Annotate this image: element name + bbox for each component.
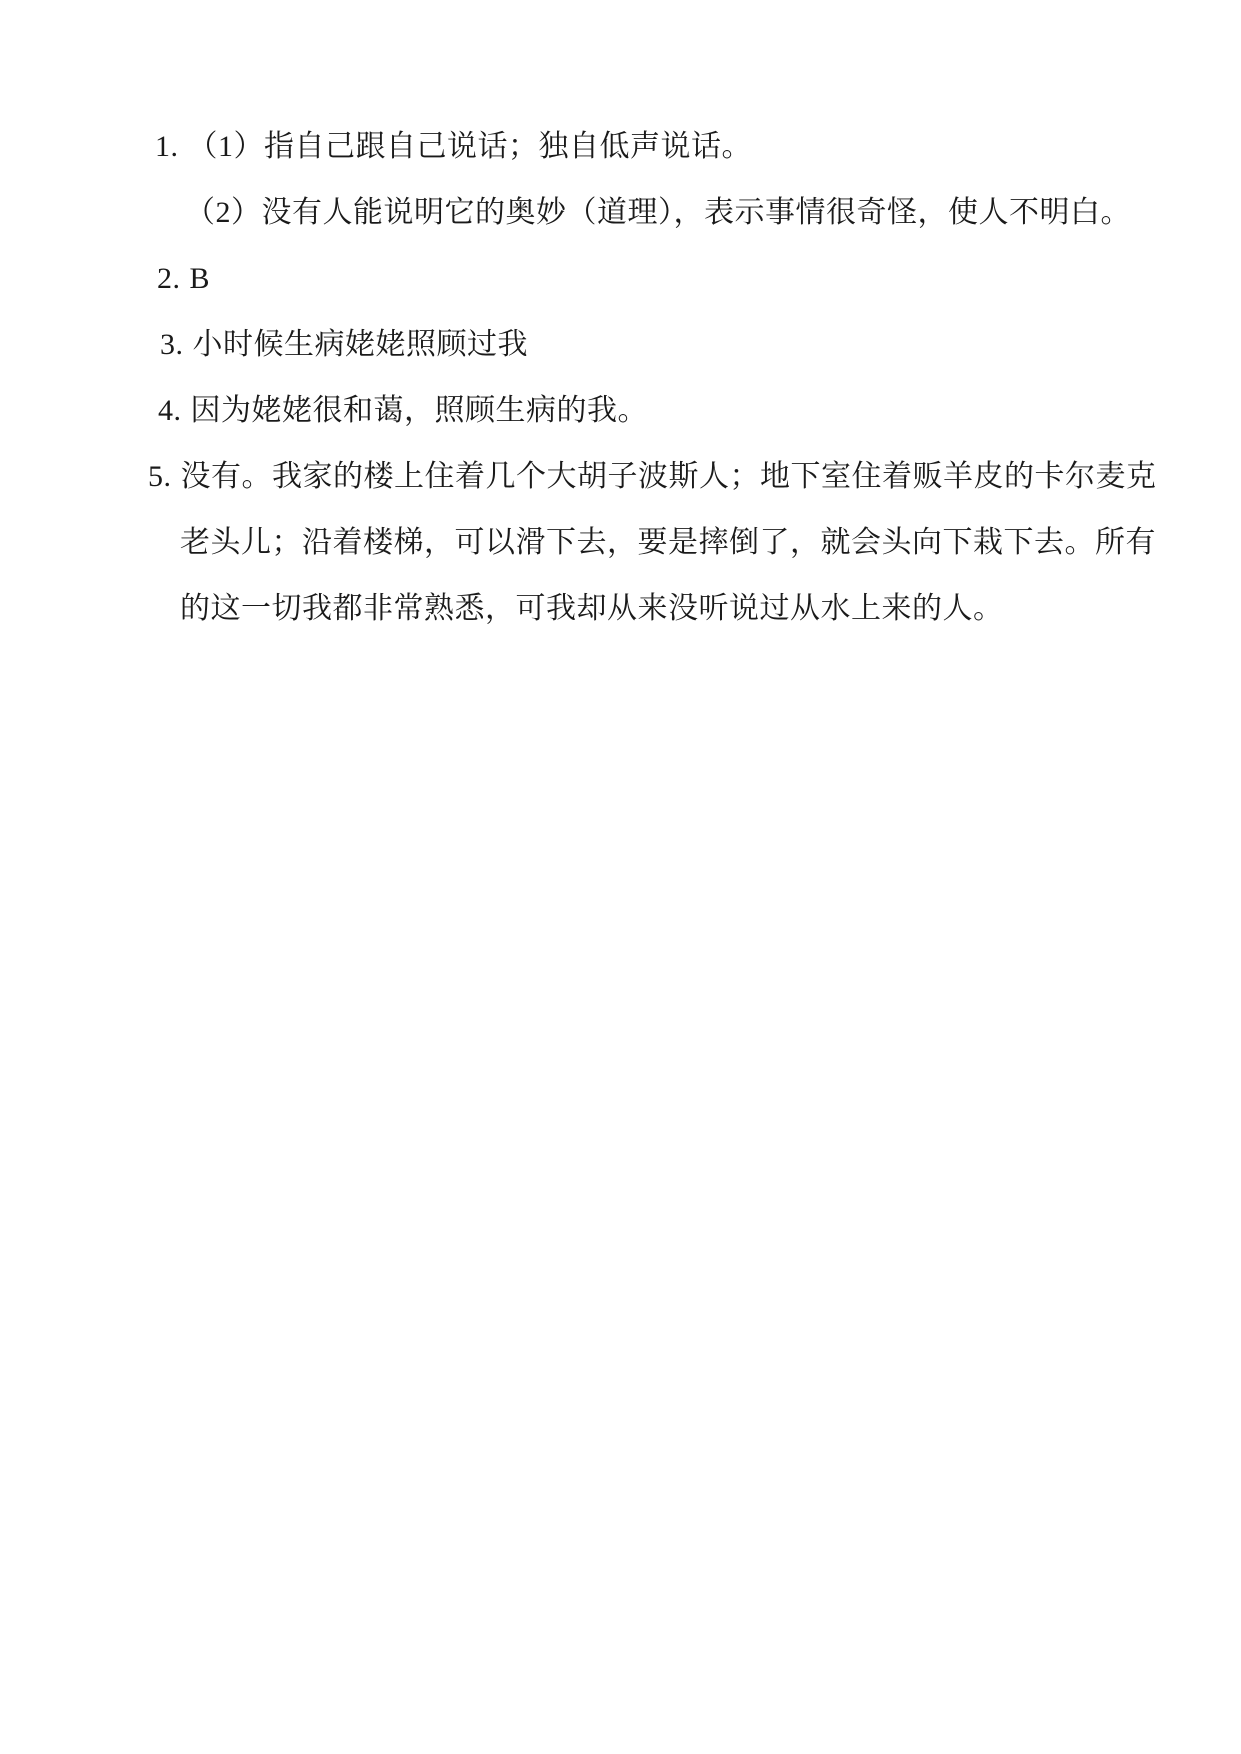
answer-1-part-2-text: （2）没有人能说明它的奥妙（道理），表示事情很奇怪，使人不明白。	[185, 196, 1131, 229]
answer-4-number: 4.	[158, 394, 182, 427]
answer-5-line-3	[0, 576, 1241, 642]
answer-3	[0, 312, 1241, 378]
answer-3-number: 3.	[160, 328, 184, 361]
answer-4-text: 因为姥姥很和蔼，照顾生病的我。	[190, 394, 648, 427]
answer-1-number: 1.	[155, 130, 179, 163]
answer-1-part-1	[0, 114, 1241, 180]
answer-5-line-2-text: 老头儿；沿着楼梯，可以滑下去，要是摔倒了，就会头向下栽下去。所有	[180, 526, 1156, 559]
answer-2	[0, 246, 1241, 312]
answer-2-number: 2.	[157, 262, 181, 295]
answer-2-text: B	[189, 262, 211, 295]
answer-1-part-2	[0, 180, 1241, 246]
answer-5-number: 5.	[148, 460, 172, 493]
answer-5-line-2	[0, 510, 1241, 576]
answer-1-part-1-text: （1）指自己跟自己说话；独自低声说话。	[187, 130, 752, 163]
answer-sheet	[0, 114, 1241, 642]
answer-5-line-1-text: 没有。我家的楼上住着几个大胡子波斯人；地下室住着贩羊皮的卡尔麦克	[180, 460, 1157, 493]
answer-5-line-3-text: 的这一切我都非常熟悉，可我却从来没听说过从水上来的人。	[180, 592, 1004, 625]
answer-5-line-1	[0, 444, 1241, 510]
answer-4	[0, 378, 1241, 444]
answer-3-text: 小时候生病姥姥照顾过我	[192, 328, 528, 361]
